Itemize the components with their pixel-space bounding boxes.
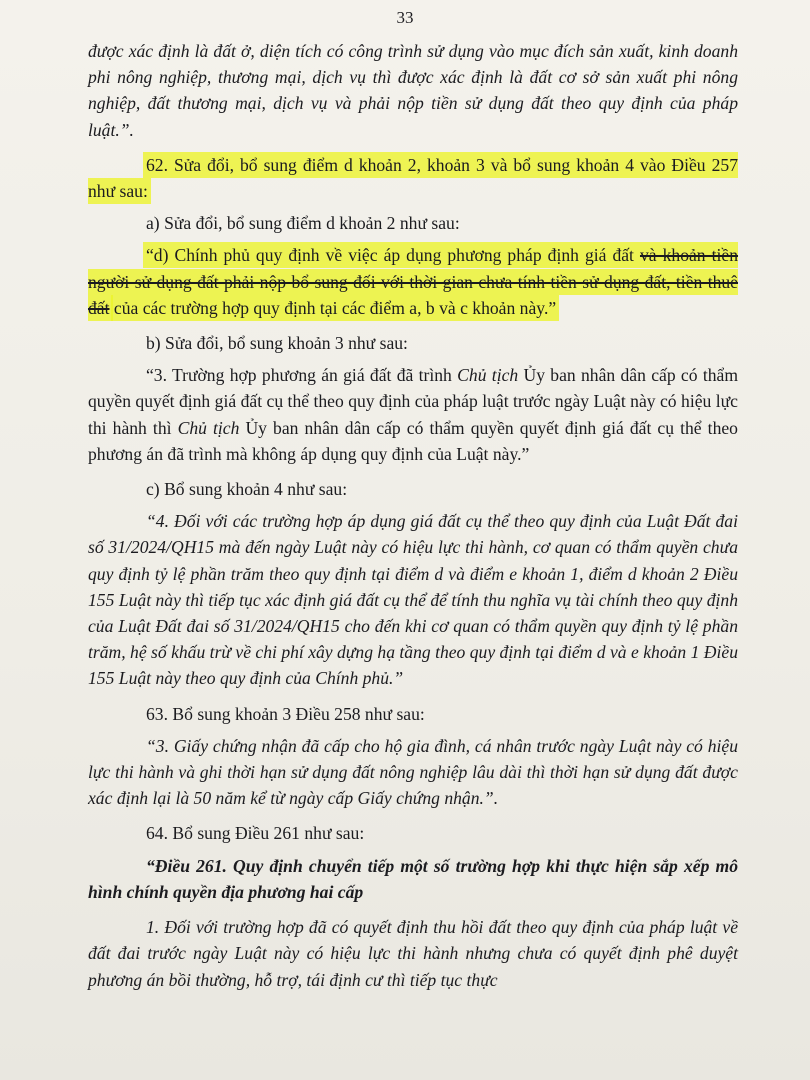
section-62a: a) Sửa đổi, bổ sung điểm d khoản 2 như sau: — [146, 213, 460, 234]
section-63-heading: 63. Bổ sung khoản 3 Điều 258 như sau: — [146, 703, 425, 724]
q3-chairman-2: Chủ tịch — [177, 417, 240, 438]
quote-clause-4: “4. Đối với các trường hợp áp dụng giá đất cụ thể theo quy định của Luật Đất đai số 31/2024/QH15 mà đến ngày Luật này có hiệu lực thi hành, cơ quan có thẩm quyền chưa quy định tỷ lệ phần trăm theo quy định tại điểm d và điểm e khoản 1, điểm d khoản 2 Điều 155 Luật này thì tiếp tục xác định giá đất cụ thể để tính thu nghĩa vụ tài chính theo quy định của Luật Đất đai số 31/2024/QH15 cho đến khi cơ quan có thẩm quyền quy định tỷ lệ phần trăm, hệ số khấu trừ về chi phí xây dựng hạ tầng theo quy định tại điểm d và e khoản 1 Điều 155 Luật này theo quy định của Chính phủ.” — [88, 511, 738, 689]
section-62-heading — [88, 152, 738, 204]
article-261-title: “Điều 261. Quy định chuyển tiếp một số trường hợp khi thực hiện sắp xếp mô hình chính quyền địa phương hai cấp — [88, 855, 738, 902]
q3-chairman-1: Chủ tịch — [457, 365, 519, 386]
section-62-text: 62. Sửa đổi, bổ sung điểm d khoản 2, khoản 3 và bổ sung khoản 4 vào Điều 257 như sau: — [88, 154, 738, 202]
section-62c: c) Bổ sung khoản 4 như sau: — [146, 479, 348, 500]
section-64-heading: 64. Bổ sung Điều 261 như sau: — [146, 823, 365, 844]
article-261-clause-1: 1. Đối với trường hợp đã có quyết định thu hồi đất theo quy định của pháp luật về đất đai trước ngày Luật này có hiệu lực thi hành nhưng chưa có quyết định phê duyệt phương án bồi thường, hỗ trợ, tái định cư thì tiếp tục thực — [88, 917, 738, 990]
quote-section-63: “3. Giấy chứng nhận đã cấp cho hộ gia đình, cá nhân trước ngày Luật này có hiệu lực thi hành và ghi thời hạn sử dụng đất nông nghiệp lâu dài thì thời hạn sử dụng đất được xác định lại là 50 năm kể từ ngày cấp Giấy chứng nhận.”. — [88, 735, 738, 809]
quote-point-d-start: “d) Chính phủ quy định về việc áp dụng phương pháp định giá đất — [146, 245, 634, 266]
paragraph-continuation: được xác định là đất ở, diện tích có công trình sử dụng vào mục đích sản xuất, kinh doanh phi nông nghiệp, thương mại, dịch vụ thì được xác định là đất cơ sở sản xuất phi nông nghiệp, đất thương mại, dịch vụ và phải nộp tiền sử dụng đất theo quy định của pháp luật.”. — [88, 41, 738, 140]
quote-clause-3 — [88, 362, 738, 467]
quote-point-d — [88, 242, 738, 321]
q3-part-c: Ủy ban nhân dân cấp có thẩm quyền quyết định giá đất cụ thể theo quy định của pháp luật trước ngày Luật này có hiệu lực thi hành thì — [88, 365, 739, 438]
page-number: 33 — [396, 8, 414, 27]
q3-part-e: Ủy ban nhân dân cấp có thẩm quyền quyết định giá đất cụ thể theo phương án đã trình mà không áp dụng quy định của Luật này.” — [88, 417, 738, 464]
q3-part-a: “3. Trường hợp phương án giá đất đã trình — [146, 365, 452, 386]
document-body — [88, 38, 738, 1002]
section-62b: b) Sửa đổi, bổ sung khoản 3 như sau: — [146, 333, 408, 354]
quote-point-d-struck: và khoản tiền người sử dụng đất phải nộp bổ sung đối với thời gian chưa tính tiền sử dụng đất, tiền thuê đất — [88, 245, 739, 318]
quote-point-d-end: của các trường hợp quy định tại các điểm a, b và c khoản này.” — [113, 297, 557, 318]
